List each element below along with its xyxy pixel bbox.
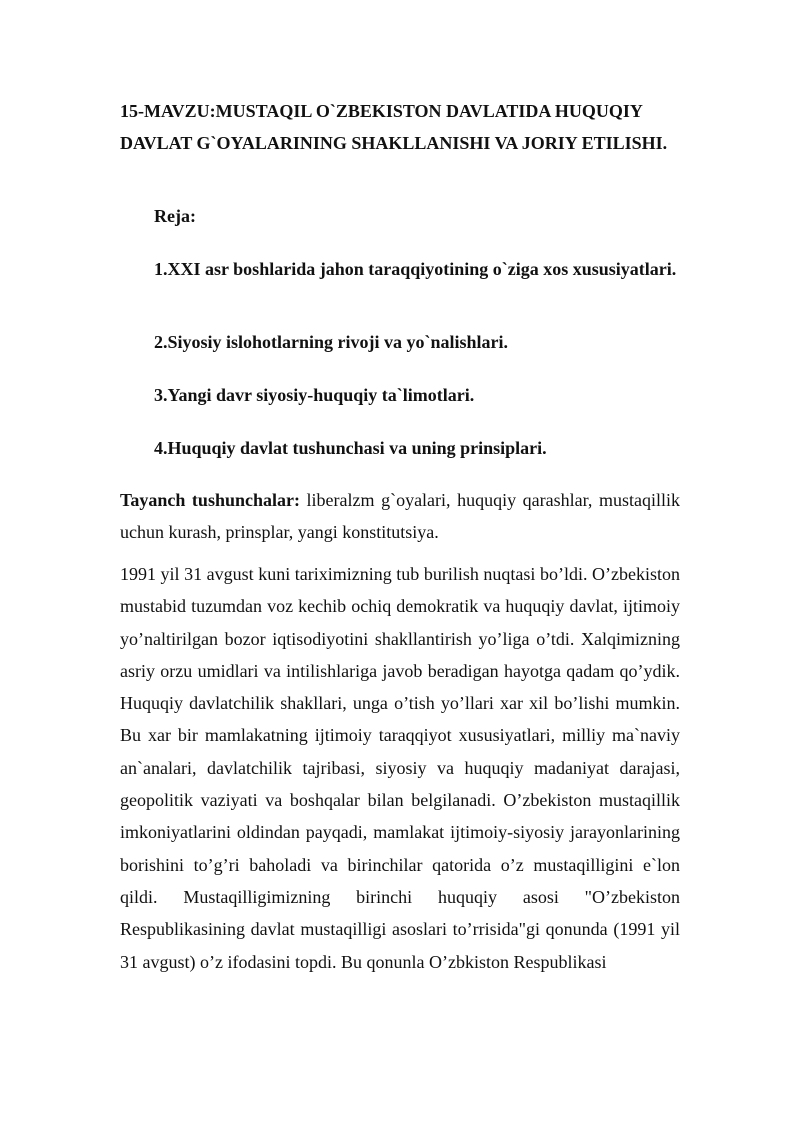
plan-item-1: 1.XXI asr boshlarida jahon taraqqiyotining o`ziga xos xususiyatlari. [154, 259, 677, 279]
plan-item-4: 4.Huquqiy davlat tushunchasi va uning prinsiplari. [154, 438, 547, 458]
plan-heading: Reja: [154, 206, 196, 226]
body-paragraph: 1991 yil 31 avgust kuni tariximizning tub burilish nuqtasi bo’ldi. O’zbekiston mustabid tuzumdan voz kechib ochiq demokratik va huquqiy davlat, ijtimoiy yo’naltirilgan bozor iqtisodiyotini shakllantirish yo’liga o’tdi. Xalqimizning asriy orzu umidlari va intilishlariga javob beradigan hayotga qadam qo’ydik. Huquqiy davlatchilik shakllari, unga o’tish yo’llari xar xil bo’lishi mumkin. Bu xar bir mamlakatning ijtimoiy taraqqiyot xususiyatlari, milliy ma`naviy an`analari, davlatchilik tajribasi, siyosiy va huquqiy madaniyat darajasi, geopolitik vaziyati va boshqalar bilan belgilanadi. O’zbekiston mustaqillik imkoniyatlarini oldindan payqadi, mamlakat ijtimoiy-siyosiy jarayonlarining borishini to’g’ri baholadi va birinchilar qatorida o’z mustaqilligini e`lon qildi. Mustaqilligimizning birinchi huquqiy asosi "O’zbekiston Respublikasining davlat mustaqilligi asoslari to’rrisida"gi qonunda (1991 yil 31 avgust) o’z ifodasini topdi. Bu qonunla O’zbkiston Respublikasi [120, 564, 680, 972]
plan-item-2: 2.Siyosiy islohotlarning rivoji va yo`nalishlari. [154, 332, 509, 352]
key-terms-paragraph [120, 484, 680, 548]
key-terms-text: liberalzm g`oyalari, huquqiy qarashlar, mustaqillik uchun kurash, prinsplar, yangi konstitutsiya. [120, 490, 680, 542]
key-terms-label: Tayanch tushunchalar: [120, 490, 300, 510]
document-title: 15-MAVZU:MUSTAQIL O`ZBEKISTON DAVLATIDA HUQUQIY DAVLAT G`OYALARINING SHAKLLANISHI VA JORIY ETILISHI. [120, 101, 668, 153]
plan-item-3: 3.Yangi davr siyosiy-huquqiy ta`limotlari. [154, 385, 475, 405]
